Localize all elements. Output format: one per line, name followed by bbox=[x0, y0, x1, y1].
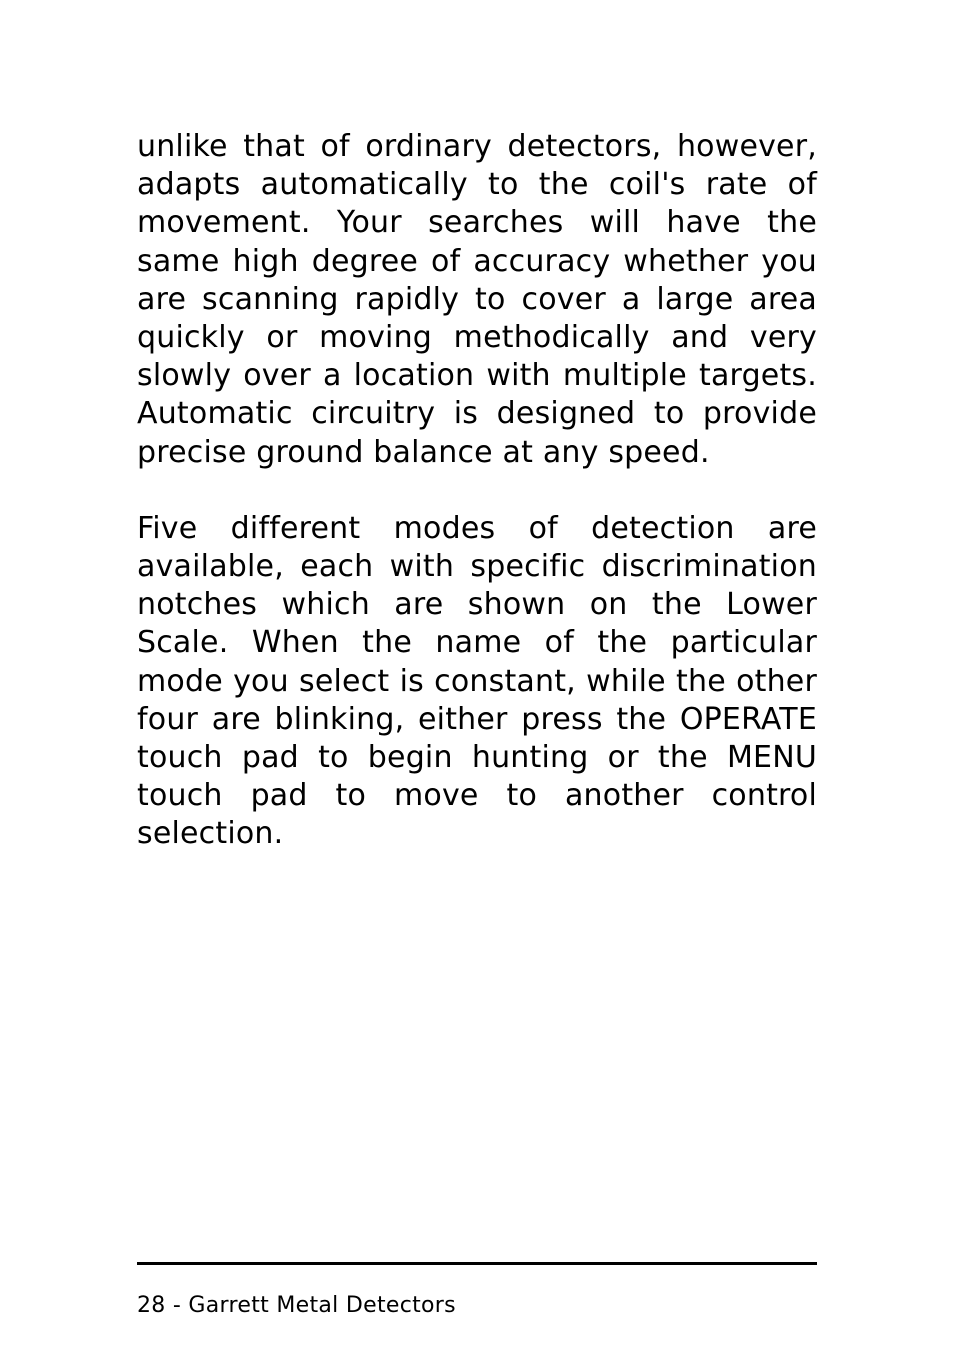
page-body bbox=[137, 128, 817, 854]
body-paragraph: Five different modes of detection are available, each with specific discrimination notches which are shown on the Lower Scale. When the name of the particular mode you select is constant, while the other four are blinking, either press the OPERATE touch pad to begin hunting or the MENU touch pad to move to another control selection. bbox=[137, 510, 817, 852]
footer-divider bbox=[137, 1262, 817, 1265]
body-paragraph: unlike that of ordinary detectors, however, adapts automatically to the coil's rate of movement. Your searches will have the same high degree of accuracy whether you are scanning rapidly to cover a large area quickly or moving methodically and very slowly over a location with multiple targets. Automatic circuitry is designed to provide precise ground balance at any speed. bbox=[137, 129, 817, 470]
page-footer: 28 - Garrett Metal Detectors bbox=[137, 1293, 456, 1318]
